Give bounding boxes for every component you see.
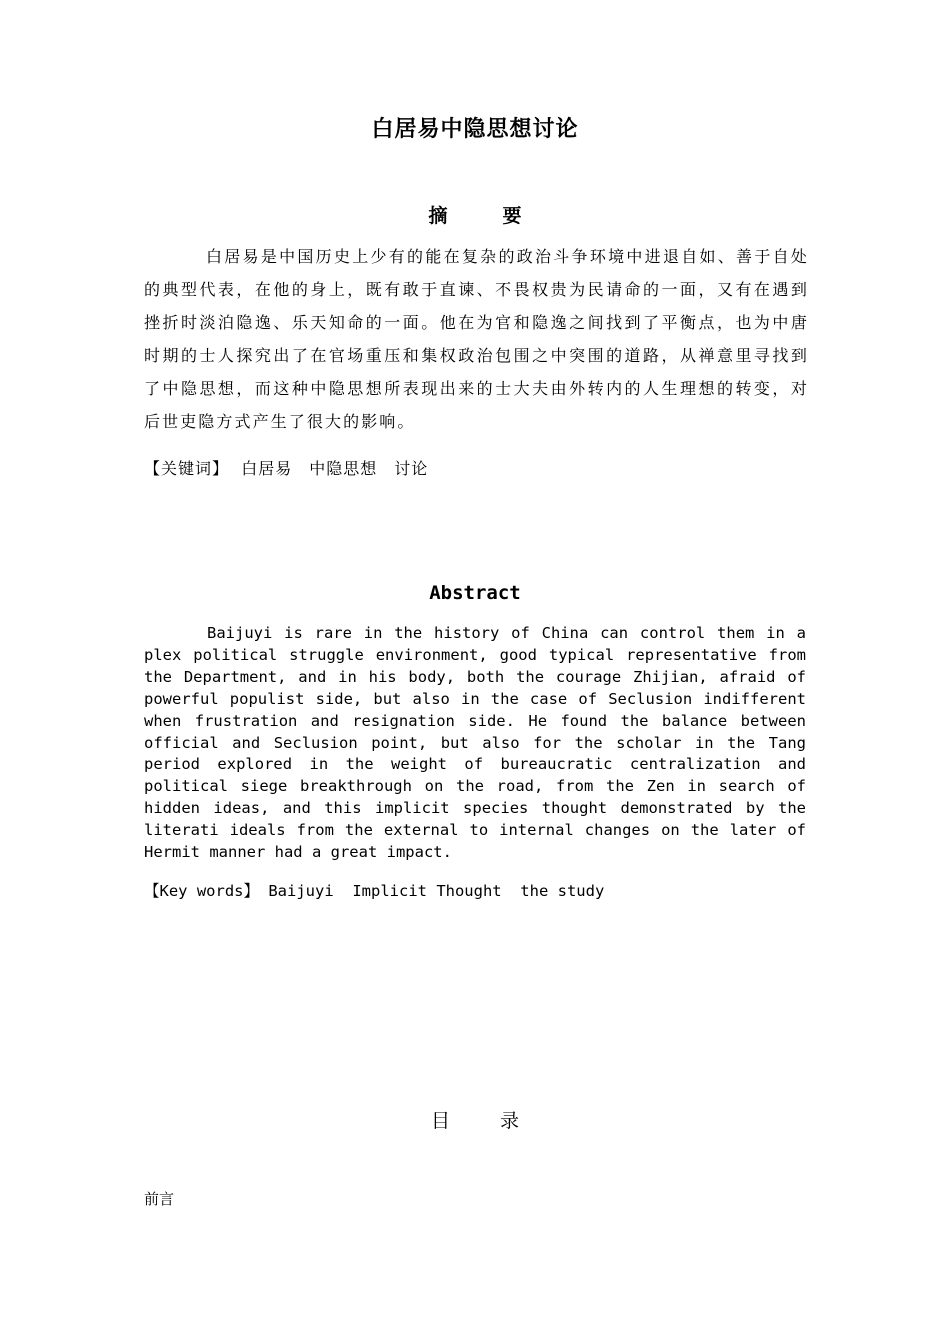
- document-title: 白居易中隐思想讨论: [371, 117, 579, 142]
- toc-item-preface[interactable]: 前言: [144, 1190, 175, 1208]
- abstract-cn-body: 白居易是中国历史上少有的能在复杂的政治斗争环境中进退自如、善于自处的典型代表，在他的身上，既有敢于直谏、不畏权贵为民请命的一面，又有在遇到挫折时淡泊隐逸、乐天知命的一面。他在为官和隐逸之间找到了平衡点，也为中唐时期的士人探究出了在官场重压和集权政治包围之中突围的道路，从禅意里寻找到了中隐思想，而这种中隐思想所表现出来的士大夫由外转内的人生理想的转变，对后世吏隐方式产生了很大的影响。: [144, 247, 809, 431]
- abstract-en-body: Baijuyi is rare in the history of China can control them in a plex political struggle environment, good typical representative from the Department, and in his body, both the courage Zhijian, afraid of powerful populist side, but also in the case of Seclusion indifferent when frustration and resignation side. He found the balance between official and Seclusion point, but also for the scholar in the Tang period explored in the weight of bureaucratic centralization and political siege breakthrough on the road, from the Zen in search of hidden ideas, and this implicit species thought demonstrated by the literati ideals from the external to internal changes on the later of Hermit manner had a great impact.: [144, 624, 806, 862]
- keywords-cn-label: 【关键词】: [144, 459, 230, 478]
- keywords-en-values: Baijuyi Implicit Thought the study: [268, 882, 605, 900]
- keywords-cn-values: 白居易 中隐思想 讨论: [241, 459, 429, 478]
- keywords-en-label: 【Key words】: [144, 882, 259, 900]
- abstract-en-heading: Abstract: [429, 582, 521, 604]
- toc-heading: 目 录: [430, 1110, 542, 1132]
- abstract-cn-heading: 摘 要: [428, 205, 540, 227]
- keywords-cn: [144, 456, 428, 479]
- keywords-en: [144, 879, 604, 901]
